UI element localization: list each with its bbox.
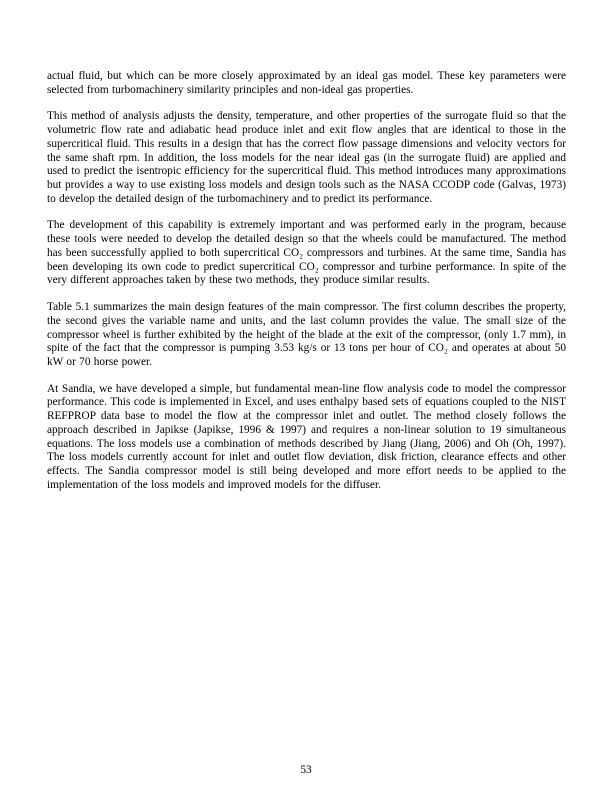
paragraph: This method of analysis adjusts the density, temperature, and other properties of the surrogate fluid so that the volumetric flow rate and adiabatic head produce inlet and exit flow angles that are identical to those in the supercritical fluid. This results in a design that has the correct flow passage dimensions and velocity vectors for the same shaft rpm. In addition, the loss models for the near ideal gas (in the surrogate fluid) are applied and used to predict the isentropic efficiency for the supercritical fluid. This method introduces many approximations but provides a way to use existing loss models and design tools such as the NASA CCODP code (Galvas, 1973) to develop the detailed design of the turbomachinery and to predict its performance.: [47, 110, 566, 205]
paragraph: Table 5.1 summarizes the main design features of the main compressor. The first column describes the property, the second gives the variable name and units, and the last column provides the value. The small size of the compressor wheel is further exhibited by the height of the blade at the exit of the compressor, (only 1.7 mm), in spite of the fact that the compressor is pumping 3.53 kg/s or 13 tons per hour of CO₂ and operates at about 50 kW or 70 horse power.: [47, 301, 566, 368]
page-number: 53: [300, 764, 312, 776]
paragraph: At Sandia, we have developed a simple, but fundamental mean-line flow analysis code to model the compressor performance. This code is implemented in Excel, and uses enthalpy based sets of equations coupled to the NIST REFPROP data base to model the flow at the compressor inlet and outlet. The method closely follows the approach described in Japikse (Japikse, 1996 & 1997) and requires a non-linear solution to 19 simultaneous equations. The loss models use a combination of methods described by Jiang (Jiang, 2006) and Oh (Oh, 1997). The loss models currently account for inlet and outlet flow deviation, disk friction, clearance effects and other effects. The Sandia compressor model is still being developed and more effort needs to be applied to the implementation of the loss models and improved models for the diffuser.: [47, 382, 566, 491]
paragraph: The development of this capability is extremely important and was performed early in the program, because these tools were needed to develop the detailed design so that the wheels could be manufactured. The method has been successfully applied to both supercritical CO₂ compressors and turbines. At the same time, Sandia has been developing its own code to predict supercritical CO₂ compressor and turbine performance. In spite of the very different approaches taken by these two methods, they produce similar results.: [47, 219, 566, 287]
paragraph: actual fluid, but which can be more closely approximated by an ideal gas model. These key parameters were selected from turbomachinery similarity principles and non-ideal gas properties.: [47, 70, 566, 96]
page-content: [47, 70, 566, 505]
